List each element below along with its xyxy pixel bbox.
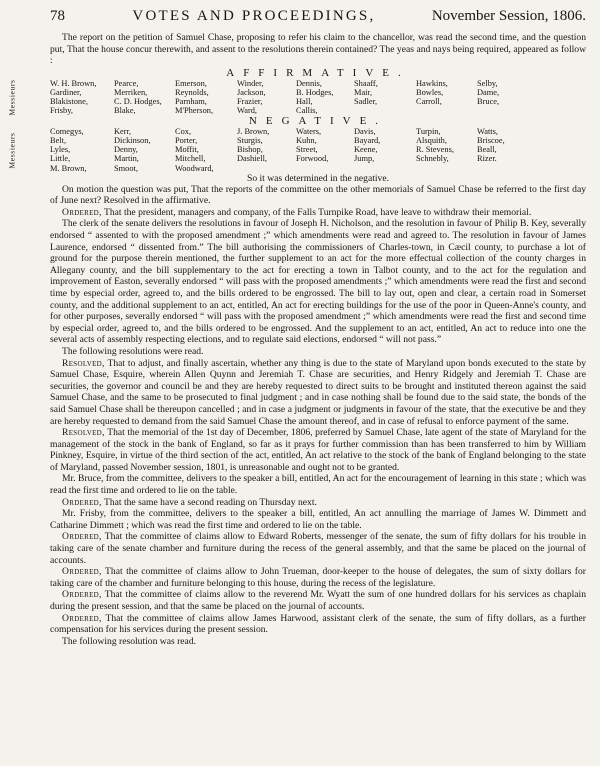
affirmative-voter-name: Gardiner, (50, 87, 82, 97)
affirmative-voter-name: Frazier, (237, 96, 263, 106)
paragraph-text: That the memorial of the 1st day of December, 1806, preferred by Samuel Chase, late agent of the state of Maryland for the management of the stock in the bank of England, so far as it prays for further commission than has been transferred to him by William Pinkney, Esquire, in virtue of the third section of the act, entitled, An act relative to the stock of the bank of England belonging to the state of Maryland, passed November session, 1801, is unreasonable and ought not to be granted. (50, 427, 586, 473)
affirmative-heading: AFFIRMATIVE. (226, 66, 410, 79)
affirmative-voter-name: Shaaff, (354, 78, 378, 88)
negative-voter-name: Moffit, (175, 145, 199, 155)
affirmative-column (416, 79, 477, 115)
affirmative-voter-name: Dame, (477, 87, 500, 97)
affirmative-voter-name: Mair, (354, 87, 373, 97)
page-number: 78 (50, 8, 65, 24)
affirmative-column (237, 79, 296, 115)
affirmative-voter-name: Pearce, (114, 78, 139, 88)
proceedings-paragraph (50, 589, 586, 612)
negative-voter-name: Schnebly, (416, 154, 449, 164)
paragraph-lead-word: Resolved, (62, 357, 105, 369)
session-date: November Session, 1806. (431, 8, 586, 24)
affirmative-voter-name: Hawkins, (416, 78, 448, 88)
negative-voter-name: R. Stevens, (416, 145, 454, 155)
proceedings-paragraph (50, 613, 586, 636)
affirmative-voter-name: Carroll, (416, 96, 442, 106)
negative-voter-name: Porter, (175, 136, 198, 146)
running-title: VOTES AND PROCEEDINGS, (132, 8, 376, 24)
affirmative-voter-name: Selby, (477, 78, 498, 88)
negative-voter-name: Comegys, (50, 127, 84, 137)
negative-voter-name: Rizer. (477, 154, 497, 164)
affirmative-voter-name: Reynolds, (175, 87, 209, 97)
negative-voter-name: Waters, (296, 127, 322, 137)
page-header (50, 8, 586, 32)
paragraph-lead-word: Ordered, (62, 531, 102, 543)
paragraph-text: That the same have a second reading on Thursday next. (103, 496, 317, 508)
affirmative-voter-name: Frisby, (50, 106, 73, 116)
affirmative-voter-name: M'Pherson, (175, 106, 214, 116)
affirmative-column (175, 79, 237, 115)
proceedings-paragraph (50, 346, 586, 358)
paragraph-text: The clerk of the senate delivers the resolutions in favour of Joseph H. Nicholson, and the resolution in favour of Philip B. Key, severally endorsed “ assented to with the proposed amendment ;” which amendments were read and agreed to. The resolution in favour of James Laurence, endorsed “ dissented from.” The bill authorising the commissioners of Charles-town, in Cæcil county, to purchase a lot of ground for the purpose therein mentioned, the further supplement to an act for the more effectual collection of the county charges in Allegany county, and the bill supplementary to the act for erecting a town in Talbot county, and to the act for the regulation and improvement of Easton, severally endorsed “ will pass with the proposed amendments ;” which amendments were read the first and second time by especial order, agreed to, and the bills ordered to be engrossed. The bill to lay out, open and clear, a certain road in Somerset county, and the additional supplement to an act, entitled, An act for erecting buildings for the use of the poor in Queen-Anne's county, and for other purposes, severally endorsed “ will pass with the proposed amendment ;” which amendments were read the first and second time by especial order, agreed to, and the bills ordered to be engrossed. And the supplement to an act, entitled, An act to reduce into one the several acts of assembly respecting elections, and to regulate said elections, endorsed “ will not pass.” (50, 218, 586, 346)
negative-voter-name: Briscoe, (477, 136, 505, 146)
negative-voter-name: Alsquith, (416, 136, 447, 146)
negative-voter-name: Belt, (50, 136, 67, 146)
intro-paragraph: The report on the petition of Samuel Chase, proposing to refer his claim to the chancellor, was read the second time, and the question put, That the house concur therewith, and assent to the resolutions therein contained? The yeas and nays being required, appeared as follow : (50, 32, 586, 67)
affirmative-voter-name: Winder, (237, 78, 264, 88)
affirmative-voter-name: B. Hodges, (296, 87, 334, 97)
affirmative-voter-name: Sadler, (354, 96, 378, 106)
negative-voter-name: Bishop, (237, 145, 263, 155)
paragraph-text: The following resolution was read. (62, 635, 197, 647)
negative-voter-name: Denny, (114, 145, 138, 155)
paragraph-lead-word: Ordered, (62, 496, 102, 508)
negative-votes (7, 127, 586, 173)
paragraph-lead-word: Ordered, (62, 566, 102, 578)
proceedings-paragraph (50, 566, 586, 589)
proceedings-paragraph (50, 473, 586, 496)
negative-column (477, 127, 537, 172)
paragraph-lead-word: Ordered, (62, 206, 102, 218)
negative-column (354, 127, 416, 172)
negative-voter-name: Turpin, (416, 127, 441, 137)
negative-voter-name: J. Brown, (237, 127, 270, 137)
proceedings-body (50, 184, 586, 648)
negative-voter-name: Jump, (354, 154, 375, 164)
affirmative-column (50, 79, 114, 115)
affirmative-side-label: Messieurs (7, 79, 17, 116)
affirmative-voter-name: Emerson, (175, 78, 207, 88)
negative-voter-name: M. Brown, (50, 163, 87, 173)
paragraph-lead-word: Resolved, (62, 427, 105, 439)
paragraph-text: That the committee of claims allow James Harwood, assistant clerk of the senate, the sum of fifty dollars, as a further compensation for his services during the present session. (50, 612, 586, 636)
affirmative-voter-name: Bowles, (416, 87, 444, 97)
paragraph-lead-word: Ordered, (62, 612, 102, 624)
affirmative-column (114, 79, 175, 115)
negative-column (237, 127, 296, 172)
paragraph-text: Mr. Frisby, from the committee, delivers to the speaker a bill, entitled, An act annulling the marriage of James W. Dimmett and Catharine Dimmett ; which was read the first time and ordered to lie on the table. (50, 508, 586, 531)
paragraph-text: That the president, managers and company, of the Falls Turnpike Road, have leave to withdraw their memorial. (103, 206, 532, 218)
affirmative-voter-name: Bruce, (477, 96, 500, 106)
affirmative-voter-name: Ward, (237, 106, 258, 116)
negative-voter-name: Beall, (477, 145, 497, 155)
affirmative-column (477, 79, 537, 115)
negative-voter-name: Lyles, (50, 145, 71, 155)
negative-voter-name: Kuhn, (296, 136, 317, 146)
paragraph-text: The following resolutions were read. (62, 345, 204, 357)
negative-voter-name: Mitchell, (175, 154, 206, 164)
negative-voter-name: Forwood, (296, 154, 329, 164)
paragraph-text: On motion the question was put, That the reports of the committee on the other memorials of Samuel Chase be referred to the first day of June next? Resolved in the affirmative. (50, 183, 586, 207)
affirmative-voter-name: Jackson, (237, 87, 266, 97)
negative-column (296, 127, 354, 172)
paragraph-lead-word: Ordered, (62, 589, 102, 601)
paragraph-text: Mr. Bruce, from the committee, delivers to the speaker a bill, entitled, An act for the encouragement of learning in this state ; which was read the first time and ordered to lie on the table. (50, 473, 586, 497)
negative-column (175, 127, 237, 172)
vote-result: So it was determined in the negative. (246, 172, 389, 184)
negative-column (416, 127, 477, 172)
proceedings-paragraph (50, 508, 586, 531)
negative-side-label: Messieurs (7, 132, 17, 169)
affirmative-voter-name: Blakistone, (50, 96, 88, 106)
negative-voter-name: Watts, (477, 127, 498, 137)
negative-voter-name: Dashiell, (237, 154, 268, 164)
proceedings-paragraph (50, 531, 586, 566)
negative-voter-name: Smoot, (114, 163, 138, 173)
negative-voter-name: Bayard, (354, 136, 381, 146)
affirmative-voter-name: Hall, (296, 96, 313, 106)
paragraph-text: That the committee of claims allow to Edward Roberts, messenger of the senate, the sum of fifty dollars for his trouble in taking care of the senate chamber and furniture during the recess of the general assembly, and that the same be placed on the journal of accounts. (50, 531, 586, 566)
negative-voter-name: Cox, (175, 127, 192, 137)
proceedings-paragraph (50, 636, 586, 648)
affirmative-voter-name: Merriken, (114, 87, 148, 97)
negative-voter-name: Martin, (114, 154, 139, 164)
proceedings-paragraph (50, 358, 586, 428)
proceedings-paragraph (50, 218, 586, 346)
negative-voter-name: Woodward, (175, 163, 214, 173)
affirmative-votes (7, 78, 586, 116)
negative-voter-name: Davis, (354, 127, 376, 137)
paragraph-text: That to adjust, and finally ascertain, whether any thing is due to the state of Maryland upon bonds executed to the state by Samuel Chase, Esquire, wherein Allen Quynn and Jeremiah T. Chase are securities, and Henry Ridgely and Jeremiah T. Chase are securities, the governor and council be and they are hereby requested to direct suits to be brought and instituted thereon against the said Samuel Chase, and the same to be prosecuted to final judgment ; and in case nothing shall be found due to the said state, the bonds of the said Samuel Chase shall be thereupon cancelled ; and in case a judgment or judgments in favour of the state, that the executive be and they are hereby requested to demand from the said Samuel Chase the amount thereof, and in case of refusal to enforce payment of the same. (50, 357, 586, 427)
affirmative-voter-name: W. H. Brown, (50, 78, 97, 88)
negative-voter-name: Keene, (354, 145, 378, 155)
negative-voter-name: Little, (50, 154, 71, 164)
affirmative-voter-name: Blake, (114, 106, 136, 116)
negative-voter-name: Kerr, (114, 127, 132, 137)
paragraph-text: That the committee of claims allow to the reverend Mr. Wyatt the sum of one hundred dollars for his services as chaplain during the present session, and that the same be placed on the journal of accounts. (50, 589, 586, 612)
negative-voter-name: Sturgis, (237, 136, 263, 146)
negative-heading: NEGATIVE. (248, 115, 388, 128)
proceedings-paragraph (50, 427, 586, 473)
affirmative-voter-name: Parnham, (175, 96, 207, 106)
affirmative-column (296, 79, 354, 115)
proceedings-paragraph (50, 497, 586, 509)
affirmative-column (354, 79, 416, 115)
affirmative-voter-name: C. D. Hodges, (114, 96, 162, 106)
negative-column (114, 127, 175, 172)
negative-column (50, 127, 114, 172)
affirmative-voter-name: Callis, (296, 106, 318, 116)
paragraph-text: That the committee of claims allow to John Trueman, door-keeper to the house of delegates, the sum of sixty dollars for taking care of the chamber and furniture belonging to this house, during the recess of the legislature. (50, 566, 586, 589)
affirmative-voter-name: Dennis, (296, 78, 322, 88)
proceedings-paragraph (50, 184, 586, 207)
negative-voter-name: Dickinson, (114, 136, 151, 146)
proceedings-paragraph (50, 207, 586, 219)
negative-voter-name: Street, (296, 145, 318, 155)
